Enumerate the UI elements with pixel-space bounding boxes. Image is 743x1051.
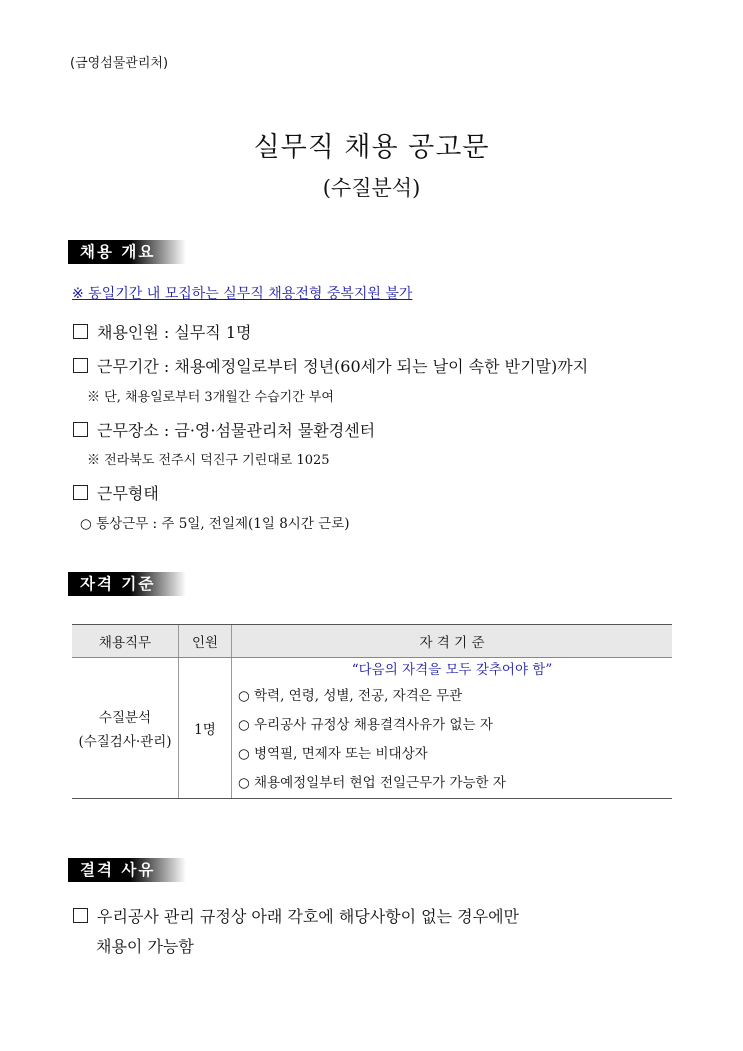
overview-item-hiring [73, 320, 251, 343]
criteria-item: ○ 채용예정일부터 현업 전일근무가 가능한 자 [232, 769, 672, 798]
department-label: (금영섬물관리처) [70, 56, 169, 71]
overview-item-text: 근무기간 : 채용예정일로부터 정년(60세가 되는 날이 속한 반기말)까지 [97, 357, 589, 376]
overview-item-text: 근무장소 : 금·영·섬물관리처 물환경센터 [97, 421, 376, 440]
duplicate-application-notice: ※ 동일기간 내 모집하는 실무직 채용전형 중복지원 불가 [72, 286, 413, 302]
header-job: 채용직무 [72, 625, 179, 658]
checkbox-square-icon [73, 358, 88, 373]
section-heading-qualification: 자격 기준 [68, 572, 186, 596]
overview-note-period: ※ 단, 채용일로부터 3개월간 수습기간 부여 [87, 390, 334, 405]
section-heading-overview: 채용 개요 [68, 240, 186, 264]
criteria-item: ○ 우리공사 규정상 채용결격사유가 없는 자 [232, 711, 672, 740]
criteria-heading: “다음의 자격을 모두 갖추어야 함” [351, 662, 553, 678]
disqualification-line-2: 채용이 가능함 [96, 937, 194, 956]
disqualification-text: 우리공사 관리 규정상 아래 각호에 해당사항이 없는 경우에만 [97, 907, 520, 926]
table-row [72, 658, 672, 799]
criteria-item: ○ 병역필, 면제자 또는 비대상자 [232, 740, 672, 769]
document-subtitle: (수질분석) [322, 176, 421, 200]
overview-item-period [73, 354, 588, 377]
checkbox-square-icon [73, 324, 88, 339]
header-criteria: 자 격 기 준 [232, 625, 673, 658]
circle-bullet-icon: ○ [238, 717, 250, 733]
qualification-table [72, 624, 672, 799]
job-detail: (수질검사·관리) [78, 734, 172, 750]
checkbox-square-icon [73, 485, 88, 500]
document-title: 실무직 채용 공고문 [253, 132, 490, 163]
criteria-cell [232, 658, 673, 799]
checkbox-square-icon [73, 422, 88, 437]
circle-bullet-icon: ○ [238, 688, 250, 704]
count-cell: 1명 [179, 658, 232, 799]
disqualification-line-1 [73, 904, 519, 927]
circle-bullet-icon: ○ [238, 775, 250, 791]
overview-item-location [73, 418, 375, 441]
header-count: 인원 [179, 625, 232, 658]
overview-item-text: 채용인원 : 실무직 1명 [97, 323, 252, 342]
overview-note-location: ※ 전라북도 전주시 덕진구 기린대로 1025 [87, 453, 330, 468]
criteria-item: ○ 학력, 연령, 성별, 전공, 자격은 무관 [232, 682, 672, 711]
circle-bullet-icon: ○ [238, 746, 250, 762]
table-header-row [72, 625, 672, 658]
overview-note-type: ○ 통상근무 : 주 5일, 전일제(1일 8시간 근로) [80, 516, 350, 532]
section-heading-disqualification: 결격 사유 [68, 858, 186, 882]
job-cell [72, 658, 179, 799]
overview-item-text: 근무형태 [97, 484, 159, 503]
job-name: 수질분석 [98, 710, 152, 726]
overview-item-type [73, 481, 159, 504]
checkbox-square-icon [73, 908, 88, 923]
